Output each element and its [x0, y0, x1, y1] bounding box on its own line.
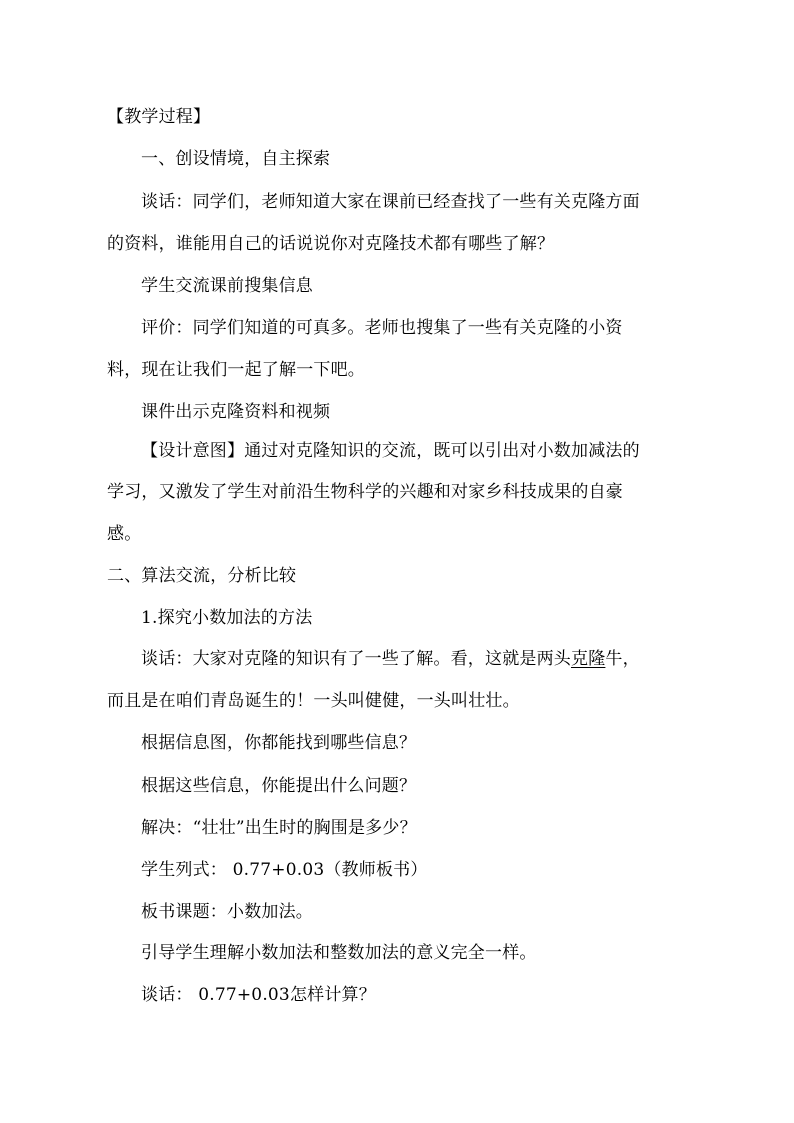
- paragraph-11: 板书课题：小数加法。: [141, 902, 313, 922]
- paragraph-1-line-2: 的资料，谁能用自己的话说说你对克隆技术都有哪些了解？: [107, 234, 555, 254]
- paragraph-12: 引导学生理解小数加法和整数加法的意义完全一样。: [141, 943, 537, 963]
- paragraph-6-text-a: 谈话：大家对克隆的知识有了一些了解。看，这就是两头: [141, 649, 571, 669]
- section-2-title: 二、算法交流，分析比较: [107, 566, 297, 586]
- paragraph-13: 谈话： 0.77+0.03怎样计算？: [141, 985, 376, 1005]
- paragraph-4: 课件出示克隆资料和视频: [141, 402, 331, 422]
- paragraph-6-line-2: 而且是在咱们青岛诞生的！一头叫健健，一头叫壮壮。: [107, 691, 520, 711]
- paragraph-2: 学生交流课前搜集信息: [141, 276, 313, 296]
- design-intent-line-2: 学习，又激发了学生对前沿生物科学的兴趣和对家乡科技成果的自豪: [107, 482, 623, 502]
- paragraph-10: 学生列式： 0.77+0.03（教师板书）: [141, 860, 428, 880]
- paragraph-1-line-1: 谈话：同学们，老师知道大家在课前已经查找了一些有关克隆方面: [141, 192, 640, 212]
- paragraph-3-line-1: 评价：同学们知道的可真多。老师也搜集了一些有关克隆的小资: [141, 318, 623, 338]
- paragraph-6-line-1: [141, 648, 640, 670]
- paragraph-7: 根据信息图，你都能找到哪些信息？: [141, 733, 417, 753]
- paragraph-6-text-b: 牛，: [605, 649, 640, 669]
- subsection-1-title: 1.探究小数加法的方法: [141, 608, 313, 628]
- heading-teaching-process: 【教学过程】: [107, 107, 211, 127]
- paragraph-9: 解决：“壮壮”出生时的胸围是多少？: [141, 818, 417, 838]
- paragraph-8: 根据这些信息，你能提出什么问题？: [141, 776, 417, 796]
- design-intent-line-3: 感。: [107, 524, 142, 544]
- clone-underlined-word: 克隆: [571, 649, 606, 669]
- section-1-title: 一、创设情境，自主探索: [141, 149, 331, 169]
- paragraph-3-line-2: 料，现在让我们一起了解一下吧。: [107, 360, 365, 380]
- design-intent-line-1: 【设计意图】通过对克隆知识的交流，既可以引出对小数加减法的: [141, 441, 640, 461]
